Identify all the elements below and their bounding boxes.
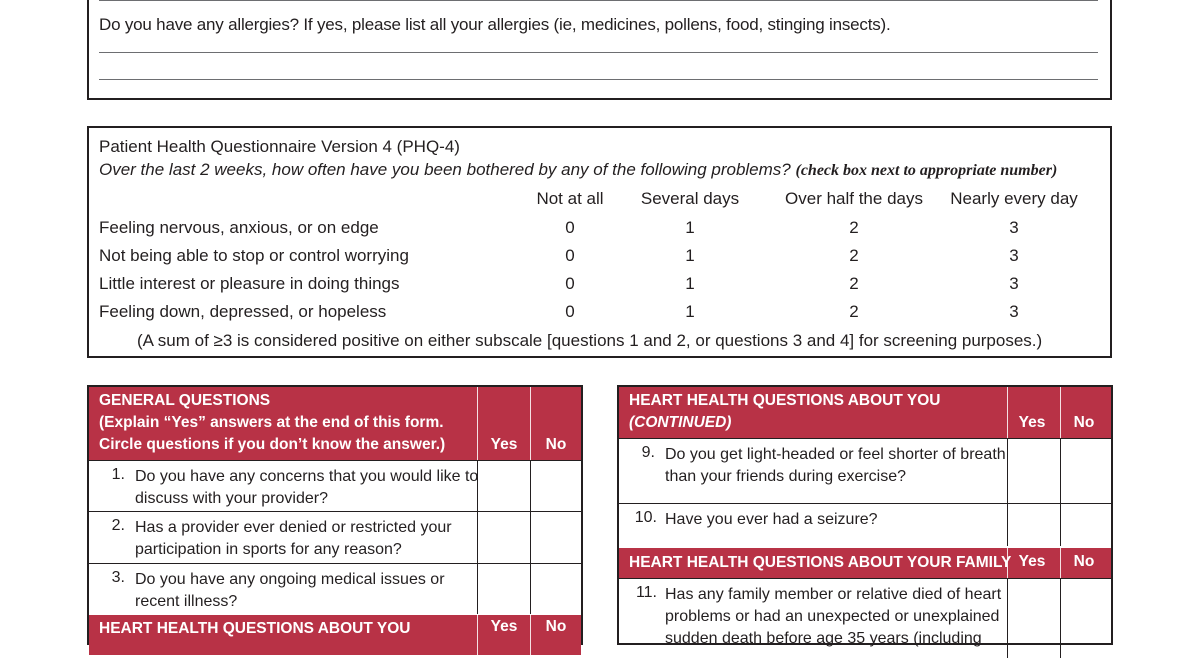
no-column-header: No	[1073, 414, 1095, 431]
phq4-title: Patient Health Questionnaire Version 4 (PHQ-4)	[99, 137, 460, 156]
phq4-score-option[interactable]: 3	[1009, 302, 1019, 321]
answer-line[interactable]	[99, 79, 1098, 80]
phq4-item-label: Little interest or pleasure in doing things	[99, 274, 400, 293]
column-header-nearly-every-day: Nearly every day	[950, 189, 1078, 208]
column-divider	[530, 387, 531, 460]
column-header-several-days: Several days	[640, 189, 740, 208]
phq4-score-option[interactable]: 3	[1009, 274, 1019, 293]
phq4-score-option[interactable]: 3	[1009, 218, 1019, 237]
no-column-header: No	[545, 618, 567, 635]
yes-checkbox[interactable]	[1008, 439, 1060, 503]
phq4-footnote: (A sum of ≥3 is considered positive on either subscale [questions 1 and 2, or questions 3 and 4] for screening purposes.)	[137, 331, 1043, 350]
phq4-prompt-note: (check box next to appropriate number)	[795, 162, 1058, 179]
allergies-question: Do you have any allergies? If yes, please list all your allergies (ie, medicines, pollens, food, stinging insects).	[99, 15, 891, 34]
yes-checkbox[interactable]	[1008, 504, 1060, 546]
column-header-over-half: Over half the days	[785, 189, 923, 208]
question-text: Has a provider ever denied or restricted your participation in sports for any reason?	[135, 519, 452, 558]
table-row	[619, 503, 1111, 546]
phq4-item-label: Not being able to stop or control worrying	[99, 246, 409, 265]
header-title: HEART HEALTH QUESTIONS ABOUT YOUR FAMILY	[629, 554, 1012, 571]
phq4-score-option[interactable]: 3	[1009, 246, 1019, 265]
header-continued: (CONTINUED)	[629, 414, 732, 431]
phq4-section	[87, 126, 1112, 358]
phq4-score-option[interactable]: 0	[565, 246, 575, 265]
question-text: Have you ever had a seizure?	[665, 511, 878, 528]
family-header	[619, 548, 1111, 578]
phq4-score-option[interactable]: 0	[565, 218, 575, 237]
no-checkbox[interactable]	[531, 564, 583, 614]
column-divider	[477, 387, 478, 460]
phq4-score-option[interactable]: 2	[849, 302, 859, 321]
phq4-score-option[interactable]: 2	[849, 246, 859, 265]
phq4-prompt-text: Over the last 2 weeks, how often have you been bothered by any of the following problems?	[99, 160, 791, 179]
question-number: 2.	[111, 517, 125, 534]
question-number: 11.	[635, 584, 657, 601]
phq4-score-option[interactable]: 1	[685, 274, 695, 293]
header-instruction: Circle questions if you don’t know the answer.)	[99, 436, 446, 453]
answer-line[interactable]	[99, 0, 1098, 1]
table-row	[619, 578, 1111, 658]
no-checkbox[interactable]	[1061, 439, 1113, 503]
phq4-score-option[interactable]: 1	[685, 246, 695, 265]
question-number: 9.	[641, 444, 655, 461]
question-number: 10.	[634, 509, 657, 526]
yes-checkbox[interactable]	[478, 512, 530, 563]
question-text: Has any family member or relative died of heart problems or had an unexpected or unexplained sudden death before age 35 years (including	[665, 586, 1002, 647]
table-row	[89, 563, 581, 614]
table-row	[89, 460, 581, 511]
header-title: GENERAL QUESTIONS	[99, 392, 271, 409]
general-questions-header	[89, 387, 581, 460]
phq4-prompt	[99, 160, 1057, 180]
phq4-score-option[interactable]: 1	[685, 218, 695, 237]
heart-health-header	[89, 615, 581, 655]
table-row	[89, 511, 581, 563]
phq4-score-option[interactable]: 2	[849, 218, 859, 237]
no-column-header: No	[1073, 553, 1095, 570]
phq4-item-label: Feeling down, depressed, or hopeless	[99, 302, 387, 321]
phq4-score-option[interactable]: 2	[849, 274, 859, 293]
column-header-not-at-all: Not at all	[536, 189, 604, 208]
heart-health-table	[617, 385, 1113, 645]
yes-checkbox[interactable]	[478, 564, 530, 614]
phq4-score-option[interactable]: 0	[565, 274, 575, 293]
question-text: Do you get light-headed or feel shorter of breath than your friends during exercise?	[665, 446, 1006, 485]
no-column-header: No	[545, 436, 567, 453]
header-instruction: (Explain “Yes” answers at the end of this form.	[99, 414, 444, 431]
question-text: Do you have any ongoing medical issues or recent illness?	[135, 571, 445, 610]
general-questions-table	[87, 385, 583, 645]
yes-checkbox[interactable]	[1008, 579, 1060, 658]
phq4-score-option[interactable]: 0	[565, 302, 575, 321]
yes-column-header: Yes	[1018, 414, 1046, 431]
no-checkbox[interactable]	[1061, 504, 1113, 546]
answer-line[interactable]	[99, 52, 1098, 53]
yes-checkbox[interactable]	[478, 461, 530, 511]
yes-column-header: Yes	[490, 436, 518, 453]
allergies-section	[87, 0, 1112, 100]
phq4-score-option[interactable]: 1	[685, 302, 695, 321]
no-checkbox[interactable]	[1061, 579, 1113, 658]
question-text: Do you have any concerns that you would like to discuss with your provider?	[135, 468, 479, 507]
question-number: 1.	[111, 466, 125, 483]
table-row	[619, 438, 1111, 503]
heart-continued-header	[619, 387, 1111, 438]
yes-column-header: Yes	[1018, 553, 1046, 570]
no-checkbox[interactable]	[531, 512, 583, 563]
header-title: HEART HEALTH QUESTIONS ABOUT YOU	[629, 392, 941, 409]
phq4-item-label: Feeling nervous, anxious, or on edge	[99, 218, 379, 237]
question-number: 3.	[111, 569, 125, 586]
header-title: HEART HEALTH QUESTIONS ABOUT YOU	[99, 620, 411, 637]
yes-column-header: Yes	[490, 618, 518, 635]
no-checkbox[interactable]	[531, 461, 583, 511]
